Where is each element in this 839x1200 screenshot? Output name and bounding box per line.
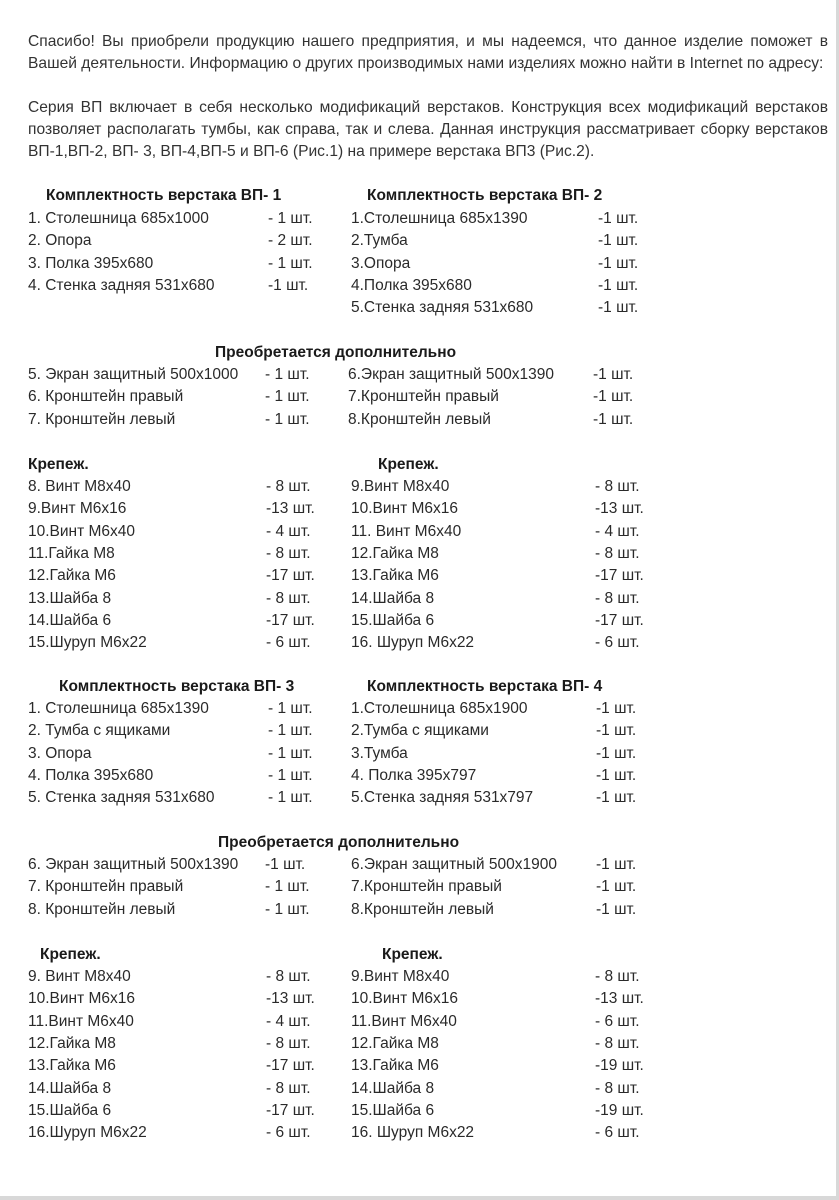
list-item-quantity: - 8 шт. [266,968,311,985]
list-item-quantity: -1 шт. [596,878,637,896]
list-item-name: 15.Шайба 6 [28,1101,112,1119]
list-item-name: 9.Винт М8х40 [351,478,450,495]
list-item-name: 8.Кронштейн левый [348,410,491,428]
list-item-quantity: - 1 шт. [268,744,313,762]
list-item-name: 10.Винт М6х16 [351,500,459,518]
list-item-quantity: -19 шт. [595,1101,644,1119]
list-item-quantity: -19 шт. [595,1057,644,1075]
list-item-quantity: -1 шт. [598,254,639,272]
list-item-quantity: -17 шт. [595,567,644,585]
list-item-name: 8. Винт М8х40 [28,478,131,495]
list-item-name: 15.Шайба 6 [351,1101,435,1119]
list-item-name: 1.Столешница 685х1900 [351,700,528,717]
list-item-quantity: - 8 шт. [266,478,311,495]
list-item-quantity: -1 шт. [596,744,637,762]
list-item-name: 6.Экран защитный 500х1390 [348,366,554,383]
list-item-name: 4. Полка 395х797 [351,766,477,784]
list-item-quantity: - 6 шт. [595,634,640,652]
list-item-name: 9.Винт М6х16 [28,500,127,518]
intro-paragraph-series: Серия ВП включает в себя несколько модификаций верстаков. Конструкция всех модификаций верстаков позволяет располагать тумбы, как справа, так и слева. Данная инструкция рассматривает сборку верстаков ВП-1,ВП-2, ВП- 3, ВП-4,ВП-5 и ВП-6 (Рис.1) на примере верстака ВП3 (Рис.2). [28,99,828,160]
list-item-name: 16. Шуруп М6х22 [351,1124,475,1142]
list-item-name: 13.Гайка М6 [28,1057,116,1075]
list-item-quantity: - 1 шт. [265,878,310,896]
heading-fasteners-2-left: Крепеж. [40,946,101,963]
list-item-name: 13.Гайка М6 [351,1057,439,1075]
list-item-name: 6.Экран защитный 500х1900 [351,856,557,873]
list-item-quantity: -1 шт. [593,410,634,428]
list-item-name: 11.Гайка М8 [28,544,115,562]
list-item-quantity: -17 шт. [595,611,644,629]
list-item-name: 5. Стенка задняя 531х680 [28,789,215,807]
list-item-name: 12.Гайка М6 [28,567,116,585]
list-item-name: 2. Тумба с ящиками [28,722,171,740]
list-item-name: 7.Кронштейн правый [348,388,499,406]
list-item-name: 12.Гайка М8 [351,544,439,562]
list-item-quantity: - 1 шт. [268,254,313,272]
list-item-quantity: -1 шт. [598,299,639,317]
list-item-quantity: -13 шт. [595,990,644,1008]
list-item-name: 1. Столешница 685х1390 [28,700,209,717]
heading-set-vp2: Комплектность верстака ВП- 2 [367,187,603,204]
list-item-name: 5.Стенка задняя 531х797 [351,789,534,807]
list-item-name: 6. Экран защитный 500х1390 [28,856,239,873]
list-item-name: 7.Кронштейн правый [351,878,502,896]
list-item-quantity: - 8 шт. [595,1034,640,1052]
list-item-quantity: -17 шт. [266,1057,315,1075]
list-item-quantity: - 6 шт. [266,634,311,652]
list-item-quantity: - 8 шт. [266,1079,311,1097]
list-item-name: 15.Шуруп М6х22 [28,634,147,652]
list-item-name: 1. Столешница 685х1000 [28,210,209,227]
list-item-quantity: -13 шт. [266,500,315,518]
list-item-name: 14.Шайба 8 [351,1079,435,1097]
list-item-quantity: - 8 шт. [595,589,640,607]
heading-set-vp4: Комплектность верстака ВП- 4 [367,678,603,695]
list-item-name: 7. Кронштейн левый [28,410,176,428]
list-item-quantity: - 2 шт. [268,232,313,250]
list-item-quantity: -1 шт. [268,276,309,294]
list-item-name: 8.Кронштейн левый [351,900,494,918]
list-item-name: 14.Шайба 8 [28,1079,112,1097]
list-item-quantity: - 8 шт. [595,1079,640,1097]
list-item-quantity: -1 шт. [593,366,634,383]
heading-fasteners-1-left: Крепеж. [28,456,89,473]
list-item-name: 2. Опора [28,232,92,250]
list-item-quantity: - 8 шт. [595,478,640,495]
list-item-name: 4. Полка 395х680 [28,766,154,784]
list-item-name: 16.Шуруп М6х22 [28,1124,147,1142]
list-item-name: 3.Опора [351,254,411,272]
list-item-name: 13.Гайка М6 [351,567,439,585]
list-item-quantity: -1 шт. [593,388,634,406]
heading-fasteners-2-right: Крепеж. [382,946,443,963]
list-item-quantity: - 6 шт. [595,1124,640,1142]
list-item-name: 11. Винт М6х40 [351,522,462,540]
list-item-quantity: - 8 шт. [266,589,311,607]
list-item-name: 5.Стенка задняя 531х680 [351,299,534,317]
heading-extra-2: Преобретается дополнительно [218,834,460,851]
list-item-name: 2.Тумба с ящиками [351,722,489,740]
intro-paragraph-thanks: Спасибо! Вы приобрели продукцию нашего предприятия, и мы надеемся, что данное изделие поможет в Вашей деятельности. Информацию о других производимых нами изделиях можно найти в Internet по адресу: [28,33,828,72]
list-item-quantity: - 6 шт. [266,1124,311,1142]
list-item-quantity: - 1 шт. [268,210,313,227]
list-item-quantity: -1 шт. [596,700,637,717]
list-item-quantity: - 8 шт. [595,968,640,985]
list-item-quantity: -1 шт. [598,232,639,250]
list-item-name: 4.Полка 395х680 [351,276,472,294]
list-item-quantity: -1 шт. [596,722,637,740]
list-item-quantity: -1 шт. [596,856,637,873]
list-item-name: 15.Шайба 6 [351,611,435,629]
list-item-name: 12.Гайка М8 [351,1034,439,1052]
heading-extra-1: Преобретается дополнительно [215,344,457,361]
list-item-quantity: - 6 шт. [595,1012,640,1030]
list-item-name: 2.Тумба [351,232,408,250]
list-item-name: 13.Шайба 8 [28,589,112,607]
list-item-quantity: - 4 шт. [595,522,640,540]
list-item-name: 3. Опора [28,744,92,762]
list-item-name: 10.Винт М6х40 [28,522,136,540]
list-item-quantity: - 1 шт. [265,366,310,383]
list-item-name: 3.Тумба [351,744,408,762]
list-item-name: 10.Винт М6х16 [28,990,136,1008]
list-item-quantity: -17 шт. [266,1101,315,1119]
heading-fasteners-1-right: Крепеж. [378,456,439,473]
list-item-quantity: - 1 шт. [268,722,313,740]
list-item-name: 9. Винт М8х40 [28,968,131,985]
list-item-name: 1.Столешница 685х1390 [351,210,528,227]
list-item-quantity: -1 шт. [596,766,637,784]
list-item-quantity: - 1 шт. [265,410,310,428]
list-item-name: 5. Экран защитный 500х1000 [28,366,239,383]
list-item-name: 11.Винт М6х40 [28,1012,134,1030]
list-item-quantity: -13 шт. [266,990,315,1008]
list-item-name: 16. Шуруп М6х22 [351,634,475,652]
list-item-quantity: - 4 шт. [266,522,311,540]
list-item-quantity: - 1 шт. [265,900,310,918]
list-item-quantity: - 8 шт. [266,1034,311,1052]
list-item-quantity: -1 шт. [596,789,637,807]
page-edge-bottom [0,1196,839,1200]
list-item-quantity: - 1 шт. [268,789,313,807]
list-item-name: 12.Гайка М8 [28,1034,116,1052]
list-item-name: 6. Кронштейн правый [28,388,184,406]
list-item-quantity: - 8 шт. [266,544,311,562]
list-item-name: 9.Винт М8х40 [351,968,450,985]
list-item-name: 8. Кронштейн левый [28,900,176,918]
list-item-quantity: - 4 шт. [266,1012,311,1030]
list-item-name: 7. Кронштейн правый [28,878,184,896]
list-item-quantity: - 1 шт. [268,700,313,717]
heading-set-vp3: Комплектность верстака ВП- 3 [59,678,295,695]
list-item-name: 11.Винт М6х40 [351,1012,457,1030]
heading-set-vp1: Комплектность верстака ВП- 1 [46,187,282,204]
list-item-quantity: -1 шт. [598,276,639,294]
list-item-name: 4. Стенка задняя 531х680 [28,276,215,294]
list-item-name: 14.Шайба 6 [28,611,112,629]
list-item-quantity: -13 шт. [595,500,644,518]
list-item-quantity: -1 шт. [598,210,639,227]
list-item-quantity: - 1 шт. [265,388,310,406]
list-item-quantity: - 1 шт. [268,766,313,784]
list-item-quantity: -1 шт. [596,900,637,918]
list-item-quantity: -1 шт. [265,856,306,873]
list-item-quantity: -17 шт. [266,567,315,585]
list-item-name: 14.Шайба 8 [351,589,435,607]
list-item-quantity: -17 шт. [266,611,315,629]
list-item-quantity: - 8 шт. [595,544,640,562]
list-item-name: 3. Полка 395х680 [28,254,154,272]
list-item-name: 10.Винт М6х16 [351,990,459,1008]
